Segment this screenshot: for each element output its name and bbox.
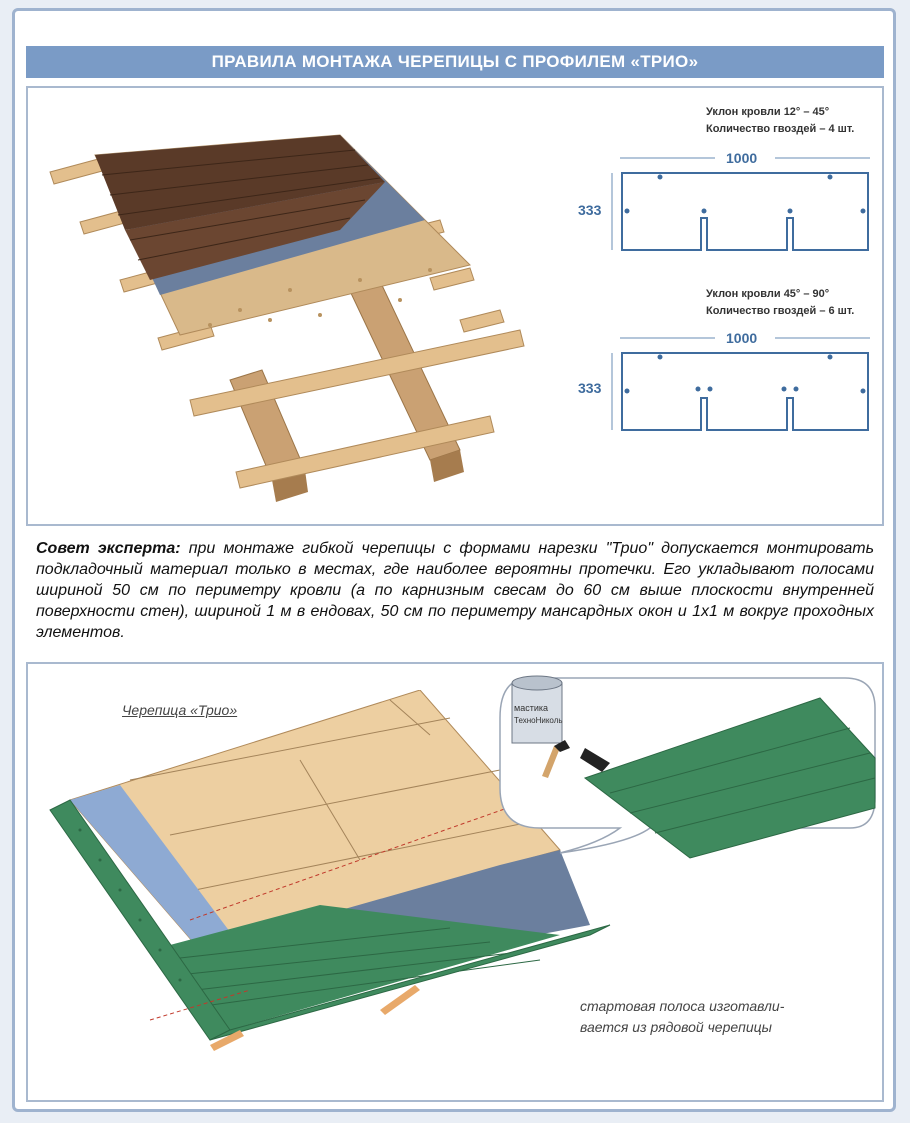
inset-detail-bubble <box>490 668 882 868</box>
expert-tip-lead: Совет эксперта: <box>36 540 181 557</box>
spec-low-slope: Уклон кровли 12° – 45° <box>706 106 830 118</box>
shingle-profile-high <box>610 335 880 440</box>
spec-low-width: 1000 <box>726 150 758 166</box>
expert-tip-panel <box>26 530 884 658</box>
tile-label: Черепица «Трио» <box>122 702 238 718</box>
spec-high-height: 333 <box>578 380 602 396</box>
spec-high-nails: Количество гвоздей – 6 шт. <box>706 305 855 317</box>
spec-high-width: 1000 <box>726 330 758 346</box>
starter-strip-caption-1: стартовая полоса изготавли- <box>580 998 785 1014</box>
spec-high-slope: Уклон кровли 45° – 90° <box>706 288 830 300</box>
page-title: ПРАВИЛА МОНТАЖА ЧЕРЕПИЦЫ С ПРОФИЛЕМ «ТРИО» <box>26 46 884 78</box>
starter-strip-caption-2: вается из рядовой черепицы <box>580 1019 772 1035</box>
spec-low-height: 333 <box>578 202 602 218</box>
spec-low-nails: Количество гвоздей – 4 шт. <box>706 123 855 135</box>
mastic-label-2: ТехноНиколь <box>514 716 563 725</box>
roof-layers-illustration <box>40 120 540 520</box>
mastic-label-1: мастика <box>514 703 548 713</box>
shingle-profile-low <box>610 155 880 260</box>
expert-tip-text <box>36 538 874 643</box>
expert-tip-body: при монтаже гибкой черепицы с формами нарезки "Трио" допускается монтировать подкладочный материал только в местах, где наиболее вероятны протечки. Его укладывают полосами шириной 50 см по периметру кровли (а по карнизным свесам до 60 см выше плоскости внутренней поверхности стен), шириной 1 м в ендовах, 50 см по периметру мансардных окон и 1х1 м вокруг проходных элементов. <box>36 540 875 641</box>
